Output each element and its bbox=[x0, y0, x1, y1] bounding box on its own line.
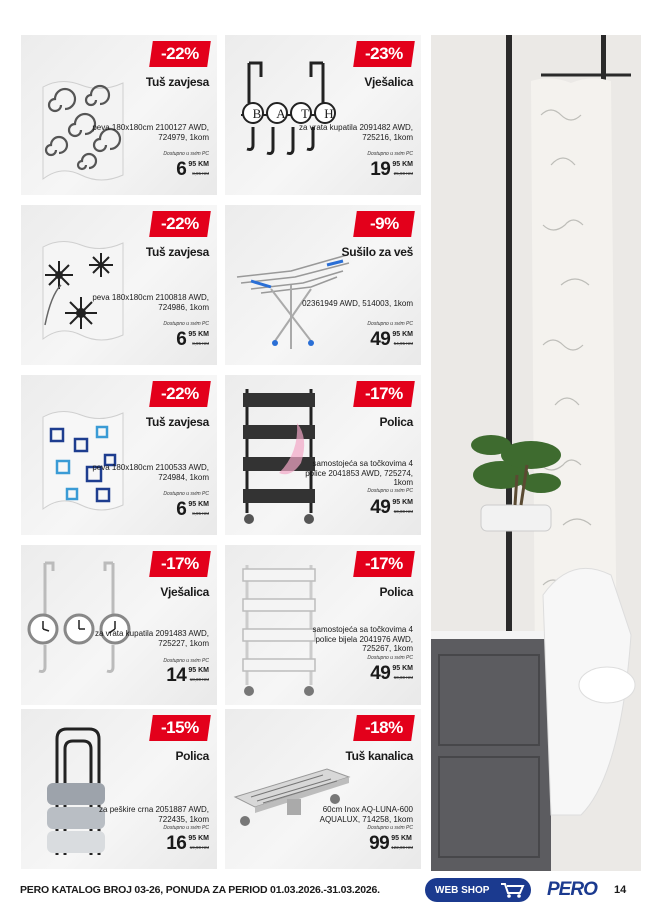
product-card-3[interactable] bbox=[21, 205, 217, 365]
web-shop-label: WEB SHOP bbox=[435, 884, 490, 896]
product-description: peva 180x180cm 2100533 AWD, 724984, 1kom bbox=[92, 463, 209, 482]
discount-badge: -17% bbox=[353, 551, 415, 577]
product-title: Polica bbox=[175, 749, 209, 763]
bathroom-scene-image bbox=[431, 35, 641, 871]
price: 6 95 KM 8,95 KM bbox=[176, 499, 209, 520]
product-description: 60cm Inox AQ-LUNA-600 AQUALUX, 714258, 1kom bbox=[319, 805, 413, 824]
page-number: 14 bbox=[614, 884, 627, 896]
price: 16 95 KM 19,90 KM bbox=[166, 833, 209, 854]
availability-note: Dostupno u svim PC bbox=[163, 321, 209, 327]
discount-badge: -15% bbox=[149, 715, 211, 741]
bath-letter: B bbox=[252, 106, 262, 121]
product-description: za vrata kupatila 2091483 AWD, 725227, 1kom bbox=[95, 629, 209, 648]
discount-badge: -22% bbox=[149, 381, 211, 407]
product-description: za peškire crna 2051887 AWD, 722435, 1kom bbox=[99, 805, 209, 824]
availability-note: Dostupno u svim PC bbox=[163, 658, 209, 664]
bathroom-photo bbox=[431, 35, 641, 871]
product-title: Tuš kanalica bbox=[345, 749, 413, 763]
old-price: 8,95 KM bbox=[192, 341, 209, 346]
bath-letter: A bbox=[276, 106, 286, 121]
old-price: 122,00 KM bbox=[391, 845, 413, 850]
bath-letter: T bbox=[301, 106, 309, 121]
catalog-period-text: PERO KATALOG BROJ 03-26, PONUDA ZA PERIOD 01.03.2026.-31.03.2026. bbox=[20, 884, 380, 896]
product-title: Vješalica bbox=[160, 585, 209, 599]
old-price: 60,00 KM bbox=[393, 509, 413, 514]
old-price: 60,00 KM bbox=[393, 675, 413, 680]
product-card-8[interactable] bbox=[225, 545, 421, 705]
old-price: 54,95 KM bbox=[393, 341, 413, 346]
discount-badge: -9% bbox=[353, 211, 415, 237]
product-title: Vješalica bbox=[364, 75, 413, 89]
product-title: Polica bbox=[379, 415, 413, 429]
product-title: Sušilo za veš bbox=[341, 245, 413, 259]
discount-badge: -23% bbox=[353, 41, 415, 67]
old-price: 18,00 KM bbox=[189, 677, 209, 682]
availability-note: Dostupno u svim PC bbox=[163, 151, 209, 157]
product-description: za vrata kupatila 2091482 AWD, 725216, 1kom bbox=[299, 123, 413, 142]
price: 99 95 KM 122,00 KM bbox=[369, 833, 413, 854]
product-title: Tuš zavjesa bbox=[145, 415, 209, 429]
discount-badge: -22% bbox=[149, 41, 211, 67]
shopping-cart-icon bbox=[499, 881, 525, 899]
old-price: 8,95 KM bbox=[192, 511, 209, 516]
availability-note: Dostupno u svim PC bbox=[367, 488, 413, 494]
availability-note: Dostupno u svim PC bbox=[367, 655, 413, 661]
black-rolling-shelf-image bbox=[239, 383, 319, 533]
price: 49 95 KM 60,00 KM bbox=[370, 663, 413, 684]
price: 49 95 KM 60,00 KM bbox=[370, 497, 413, 518]
product-description: peva 180x180cm 2100127 AWD, 724979, 1kom bbox=[92, 123, 209, 142]
towel-rack-image bbox=[43, 725, 113, 865]
product-card-9[interactable] bbox=[21, 709, 217, 869]
discount-badge: -18% bbox=[353, 715, 415, 741]
product-title: Tuš zavjesa bbox=[145, 245, 209, 259]
price: 19 95 KM 25,90 KM bbox=[370, 159, 413, 180]
product-description: 02361949 AWD, 514003, 1kom bbox=[302, 299, 413, 308]
product-card-7[interactable] bbox=[21, 545, 217, 705]
discount-badge: -17% bbox=[353, 381, 415, 407]
product-title: Tuš zavjesa bbox=[145, 75, 209, 89]
availability-note: Dostupno u svim PC bbox=[163, 491, 209, 497]
bath-letter: H bbox=[324, 106, 334, 121]
product-title: Polica bbox=[379, 585, 413, 599]
clock-door-hanger-image bbox=[25, 559, 137, 679]
price: 14 95 KM 18,00 KM bbox=[166, 665, 209, 686]
web-shop-button[interactable] bbox=[425, 878, 531, 902]
product-card-2[interactable] bbox=[225, 35, 421, 195]
availability-note: Dostupno u svim PC bbox=[367, 825, 413, 831]
pero-logo[interactable]: PERO bbox=[547, 879, 597, 900]
price: 6 95 KM 8,95 KM bbox=[176, 159, 209, 180]
old-price: 19,90 KM bbox=[189, 845, 209, 850]
product-card-5[interactable] bbox=[21, 375, 217, 535]
discount-badge: -17% bbox=[149, 551, 211, 577]
product-description: samostojeća sa točkovima 4 police 2041853 AWD, 725274, 1kom bbox=[305, 459, 413, 487]
product-description: samostojeća sa točkovima 4 police bijela 2041976 AWD, 725267, 1kom bbox=[312, 625, 413, 653]
availability-note: Dostupno u svim PC bbox=[367, 151, 413, 157]
product-card-4[interactable] bbox=[225, 205, 421, 365]
product-card-6[interactable] bbox=[225, 375, 421, 535]
product-card-1[interactable] bbox=[21, 35, 217, 195]
old-price: 25,90 KM bbox=[393, 171, 413, 176]
product-card-10[interactable] bbox=[225, 709, 421, 869]
price: 49 95 KM 54,95 KM bbox=[370, 329, 413, 350]
availability-note: Dostupno u svim PC bbox=[163, 825, 209, 831]
old-price: 8,95 KM bbox=[192, 171, 209, 176]
availability-note: Dostupno u svim PC bbox=[367, 321, 413, 327]
price: 6 95 KM 8,95 KM bbox=[176, 329, 209, 350]
product-description: peva 180x180cm 2100818 AWD, 724986, 1kom bbox=[92, 293, 209, 312]
discount-badge: -22% bbox=[149, 211, 211, 237]
